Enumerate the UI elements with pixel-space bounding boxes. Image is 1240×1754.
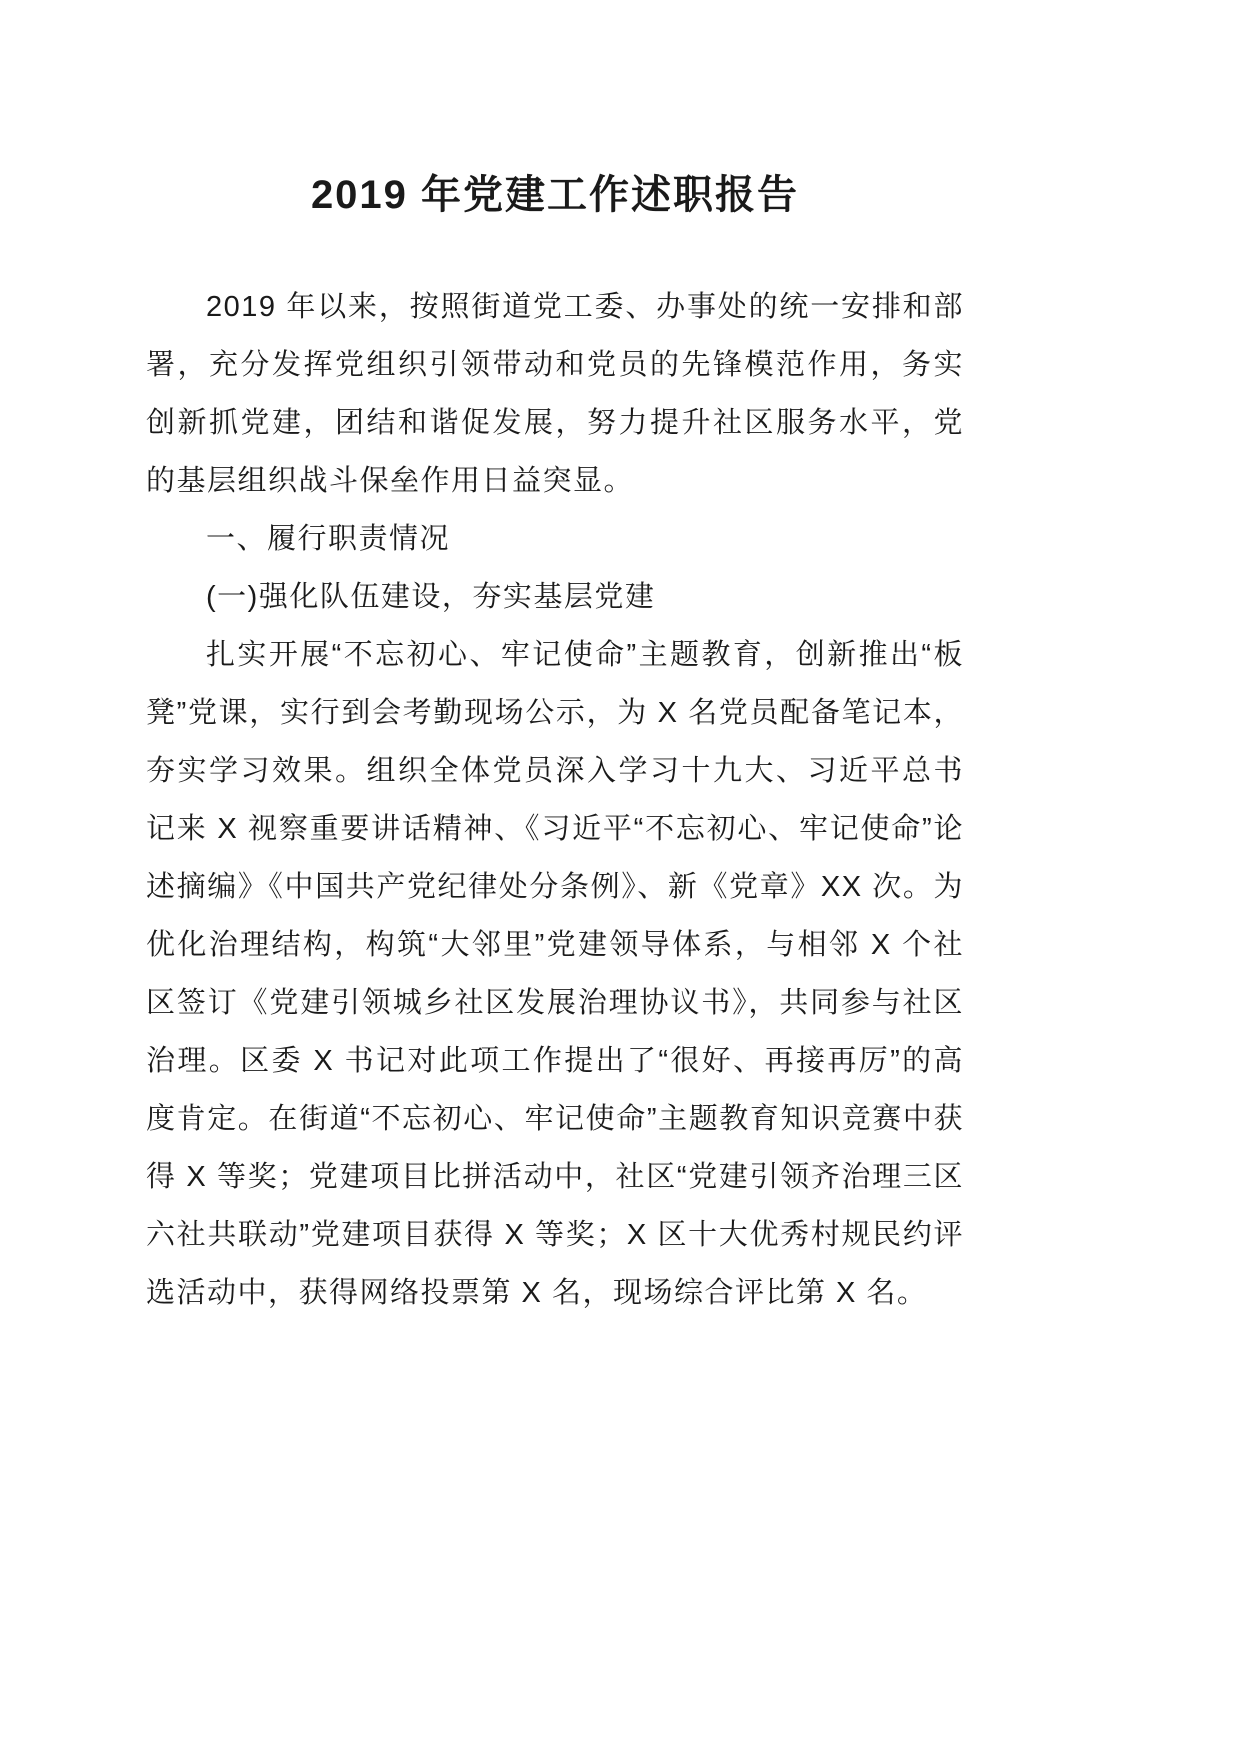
section-heading: 一、履行职责情况 [206, 523, 451, 555]
subsection-heading: (一)强化队伍建设，夯实基层党建 [206, 581, 656, 613]
paragraph-intro: 2019 年以来，按照街道党工委、办事处的统一安排和部署，充分发挥党组织引领带动和党员的先锋模范作用，务实创新抓党建，团结和谐促发展，努力提升社区服务水平，党的基层组织战斗保垒作用日益突显。 [146, 291, 964, 497]
paragraph-body: 扎实开展“不忘初心、牢记使命”主题教育，创新推出“板凳”党课，实行到会考勤现场公示，为 X 名党员配备笔记本，夯实学习效果。组织全体党员深入学习十九大、习近平总书记来 X 视察重要讲话精神、《习近平“不忘初心、牢记使命”论述摘编》《中国共产党纪律处分条例》、新《党章》XX 次。为优化治理结构，构筑“大邻里”党建领导体系，与相邻 X 个社区签订《党建引领城乡社区发展治理协议书》，共同参与社区治理。区委 X 书记对此项工作提出了“很好、再接再厉”的高度肯定。在街道“不忘初心、牢记使命”主题教育知识竞赛中获得 X 等奖；党建项目比拼活动中，社区“党建引领齐治理三区六社共联动”党建项目获得 X 等奖；X 区十大优秀村规民约评选活动中，获得网络投票第 X 名，现场综合评比第 X 名。 [146, 639, 964, 1309]
document-title: 2019 年党建工作述职报告 [310, 173, 800, 217]
